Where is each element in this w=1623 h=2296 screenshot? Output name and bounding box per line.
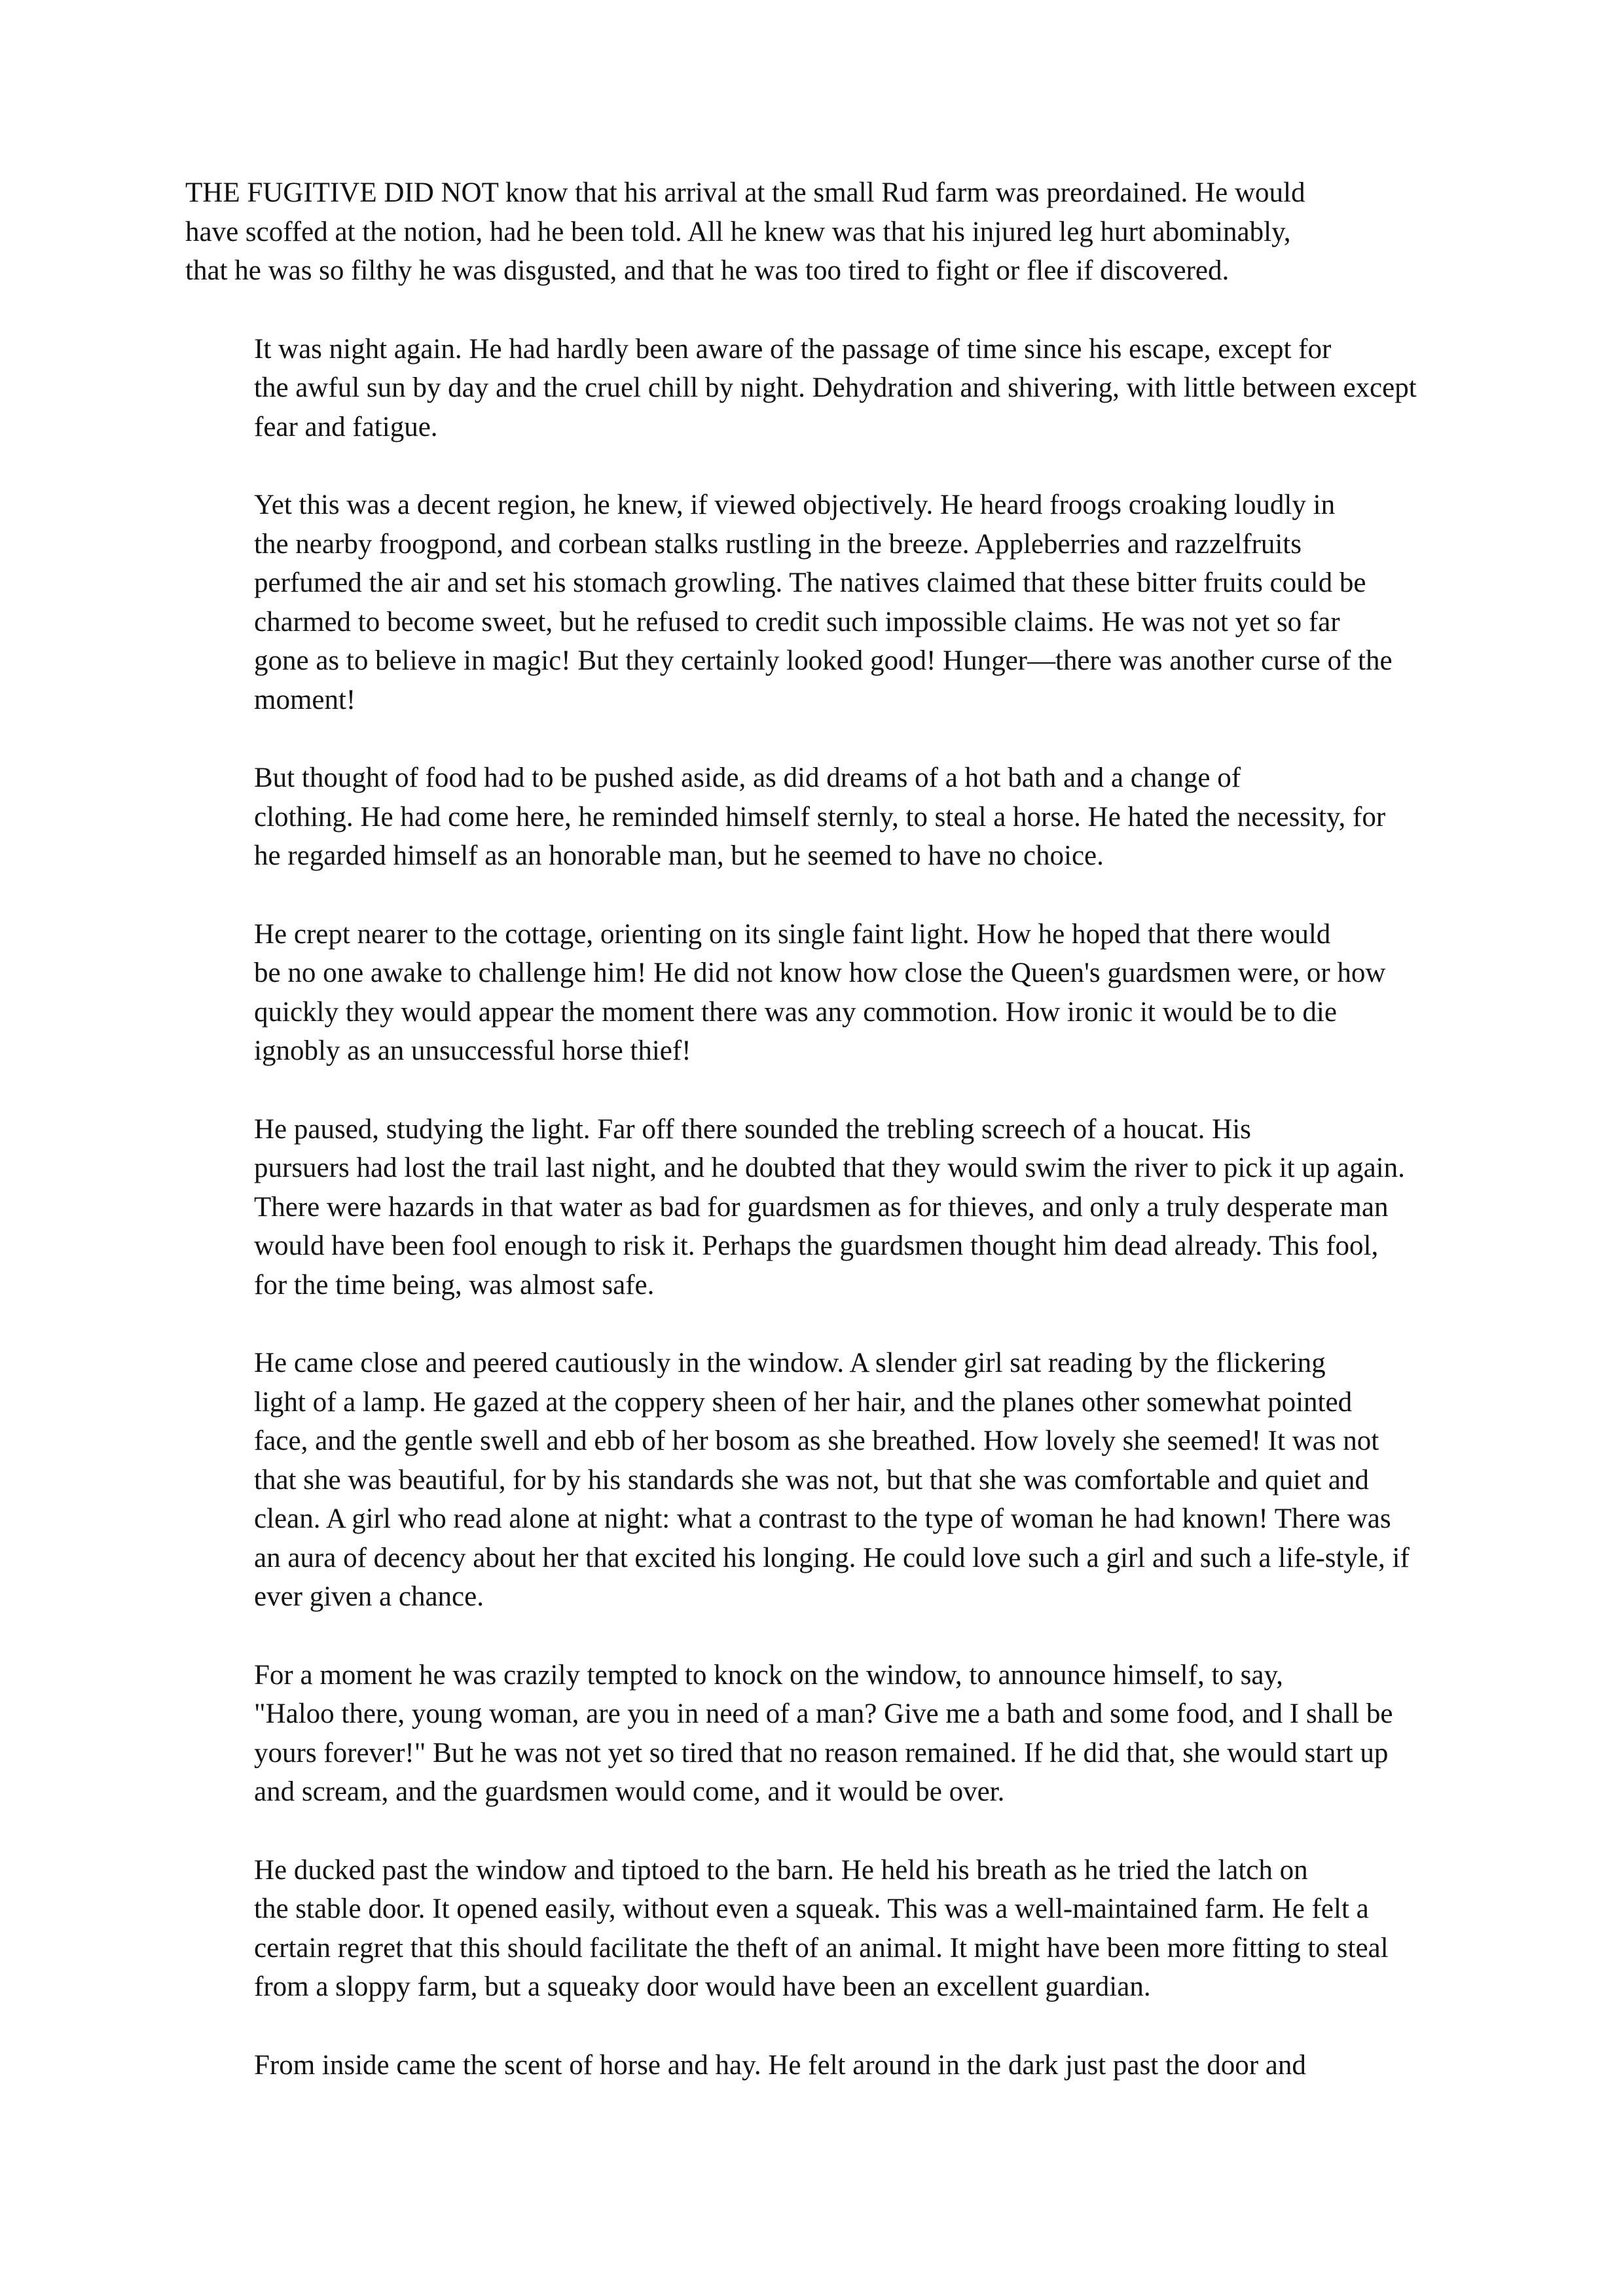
text-line: would have been fool enough to risk it. Perhaps the guardsmen thought him dead already. This fool, — [254, 1230, 1379, 1261]
paragraph — [185, 486, 1442, 719]
text-line: certain regret that this should facilitate the theft of an animal. It might have been more fitting to steal — [254, 1932, 1389, 1964]
text-line: pursuers had lost the trail last night, and he doubted that they would swim the river to pick it up again. — [254, 1153, 1405, 1183]
paragraph — [185, 915, 1442, 1071]
text-line: It was night again. He had hardly been aware of the passage of time since his escape, except for — [254, 333, 1332, 365]
text-line: have scoffed at the notion, had he been told. All he knew was that his injured leg hurt abominably, — [185, 216, 1291, 247]
text-line: "Haloo there, young woman, are you in need of a man? Give me a bath and some food, and I shall be — [254, 1698, 1393, 1729]
paragraph — [185, 1110, 1442, 1305]
text-line: fear and fatigue. — [254, 411, 438, 442]
text-line: the nearby froogpond, and corbean stalks rustling in the breeze. Appleberries and razzelfruits — [254, 528, 1302, 560]
text-line: be no one awake to challenge him! He did not know how close the Queen's guardsmen were, or how — [254, 958, 1386, 988]
text-line: ignobly as an unsuccessful horse thief! — [254, 1035, 691, 1066]
text-line: clothing. He had come here, he reminded himself sternly, to steal a horse. He hated the necessity, for — [254, 801, 1386, 833]
text-line: face, and the gentle swell and ebb of her bosom as she breathed. How lovely she seemed! It was not — [254, 1426, 1379, 1456]
text-line: an aura of decency about her that excited his longing. He could love such a girl and such a life-style, if — [254, 1542, 1410, 1573]
text-line: ever given a chance. — [254, 1581, 484, 1612]
body-text — [185, 173, 1442, 2124]
paragraph — [185, 2046, 1442, 2085]
text-line: perfumed the air and set his stomach growling. The natives claimed that these bitter fruits could be — [254, 567, 1366, 598]
text-line: THE FUGITIVE DID NOT know that his arrival at the small Rud farm was preordained. He would — [185, 177, 1305, 208]
text-line: light of a lamp. He gazed at the coppery sheen of her hair, and the planes other somewhat pointed — [254, 1386, 1353, 1418]
text-line: From inside came the scent of horse and hay. He felt around in the dark just past the door and — [254, 2049, 1306, 2081]
text-line: quickly they would appear the moment there was any commotion. How ironic it would be to die — [254, 996, 1337, 1028]
paragraph — [185, 1344, 1442, 1617]
text-line: from a sloppy farm, but a squeaky door would have been an excellent guardian. — [254, 1971, 1151, 2002]
text-line: the stable door. It opened easily, without even a squeak. This was a well-maintained farm. He felt a — [254, 1893, 1369, 1924]
text-line: There were hazards in that water as bad for guardsmen as for thieves, and only a truly desperate man — [254, 1191, 1389, 1223]
text-line: clean. A girl who read alone at night: what a contrast to the type of woman he had known! There was — [254, 1503, 1391, 1534]
paragraph — [185, 1656, 1442, 1812]
text-line: For a moment he was crazily tempted to knock on the window, to announce himself, to say, — [254, 1659, 1283, 1691]
text-line: that he was so filthy he was disgusted, and that he was too tired to fight or flee if discovered. — [185, 255, 1230, 286]
text-line: he regarded himself as an honorable man, but he seemed to have no choice. — [254, 840, 1104, 871]
text-line: Yet this was a decent region, he knew, if viewed objectively. He heard froogs croaking loudly in — [254, 490, 1336, 520]
text-line: yours forever!" But he was not yet so tired that no reason remained. If he did that, she would start up — [254, 1737, 1389, 1768]
text-line: that she was beautiful, for by his standards she was not, but that she was comfortable and quiet and — [254, 1464, 1369, 1496]
text-line: He came close and peered cautiously in the window. A slender girl sat reading by the flickering — [254, 1348, 1326, 1378]
text-line: He crept nearer to the cottage, orienting on its single faint light. How he hoped that there would — [254, 918, 1331, 950]
paragraph — [185, 759, 1442, 876]
text-line: the awful sun by day and the cruel chill by night. Dehydration and shivering, with little between except — [254, 372, 1417, 403]
text-line: for the time being, was almost safe. — [254, 1269, 655, 1300]
text-line: moment! — [254, 684, 356, 715]
text-line: He ducked past the window and tiptoed to the barn. He held his breath as he tried the latch on — [254, 1854, 1308, 1886]
text-line: But thought of food had to be pushed aside, as did dreams of a hot bath and a change of — [254, 762, 1241, 793]
text-line: and scream, and the guardsmen would come, and it would be over. — [254, 1776, 1005, 1807]
text-line: charmed to become sweet, but he refused to credit such impossible claims. He was not yet so far — [254, 606, 1340, 637]
text-line: He paused, studying the light. Far off there sounded the trebling screech of a houcat. His — [254, 1113, 1251, 1145]
paragraph — [185, 173, 1442, 291]
paragraph — [185, 1851, 1442, 2007]
text-line: gone as to believe in magic! But they certainly looked good! Hunger—there was another curse of the — [254, 645, 1393, 676]
paragraph — [185, 330, 1442, 447]
